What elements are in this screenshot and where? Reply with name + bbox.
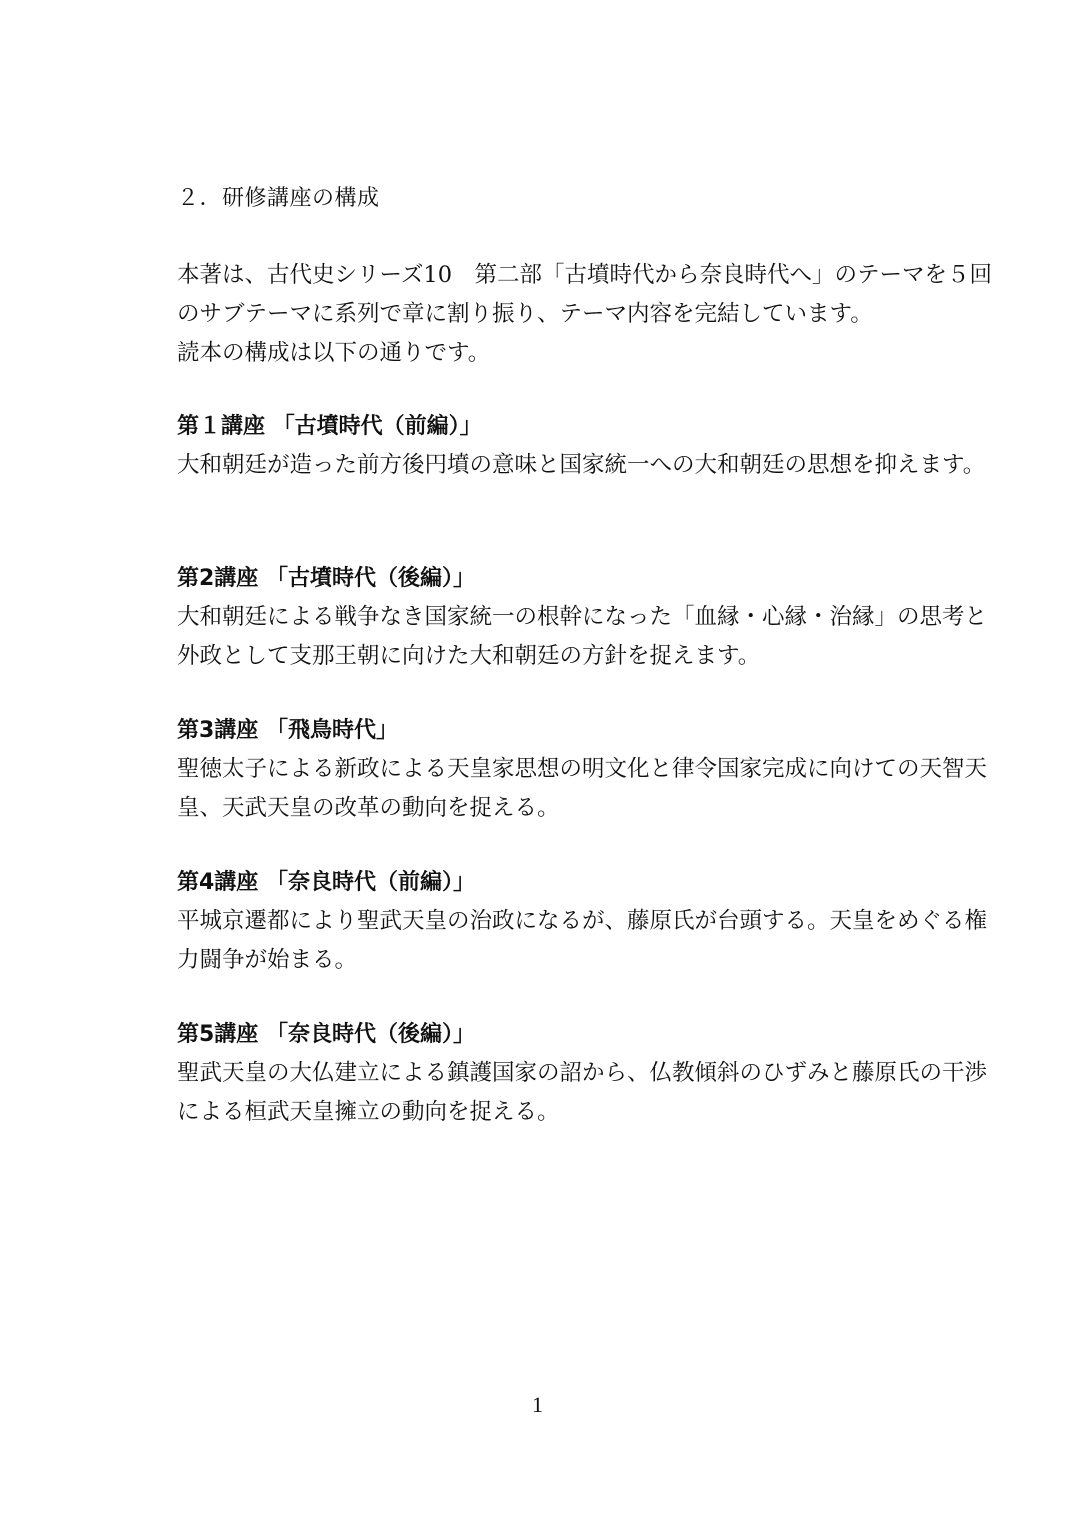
- lecture-heading: 第3講座 「飛鳥時代」: [177, 718, 398, 743]
- lecture-3: [177, 714, 992, 828]
- lecture-heading: 第5講座 「奈良時代（後編）」: [177, 1022, 475, 1047]
- page-number: 1: [532, 1392, 543, 1417]
- lecture-heading: 第4講座 「奈良時代（前編）」: [177, 870, 475, 895]
- lecture-description: 聖武天皇の大仏建立による鎮護国家の詔から、仏教傾斜のひずみと藤原氏の干渉による桓武天皇擁立の動向を捉える。: [177, 1060, 988, 1125]
- lecture-2: [177, 562, 992, 676]
- section-title: ２．研修講座の構成: [177, 186, 380, 211]
- lecture-1: [177, 410, 992, 485]
- lecture-4: [177, 866, 992, 980]
- lecture-description: 平城京遷都により聖武天皇の治政になるが、藤原氏が台頭する。天皇をめぐる権力闘争が始まる。: [177, 908, 988, 973]
- lecture-5: [177, 1018, 992, 1132]
- intro-block: [177, 256, 992, 373]
- lecture-heading: 第2講座 「古墳時代（後編）」: [177, 566, 475, 591]
- lecture-heading: 第１講座 「古墳時代（前編）」: [177, 414, 482, 439]
- intro-line: 読本の構成は以下の通りです。: [177, 340, 491, 366]
- intro-paragraph: 本著は、古代史シリーズ10 第二部「古墳時代から奈良時代へ」のテーマを５回のサブテーマに系列で章に割り振り、テーマ内容を完結しています。: [177, 262, 993, 327]
- lecture-description: 聖徳太子による新政による天皇家思想の明文化と律令国家完成に向けての天智天皇、天武天皇の改革の動向を捉える。: [177, 756, 988, 821]
- lecture-description: 大和朝廷が造った前方後円墳の意味と国家統一への大和朝廷の思想を抑えます。: [177, 452, 986, 478]
- lecture-description: 大和朝廷による戦争なき国家統一の根幹になった「血縁・心縁・治縁」の思考と外政として支那王朝に向けた大和朝廷の方針を捉えます。: [177, 604, 988, 669]
